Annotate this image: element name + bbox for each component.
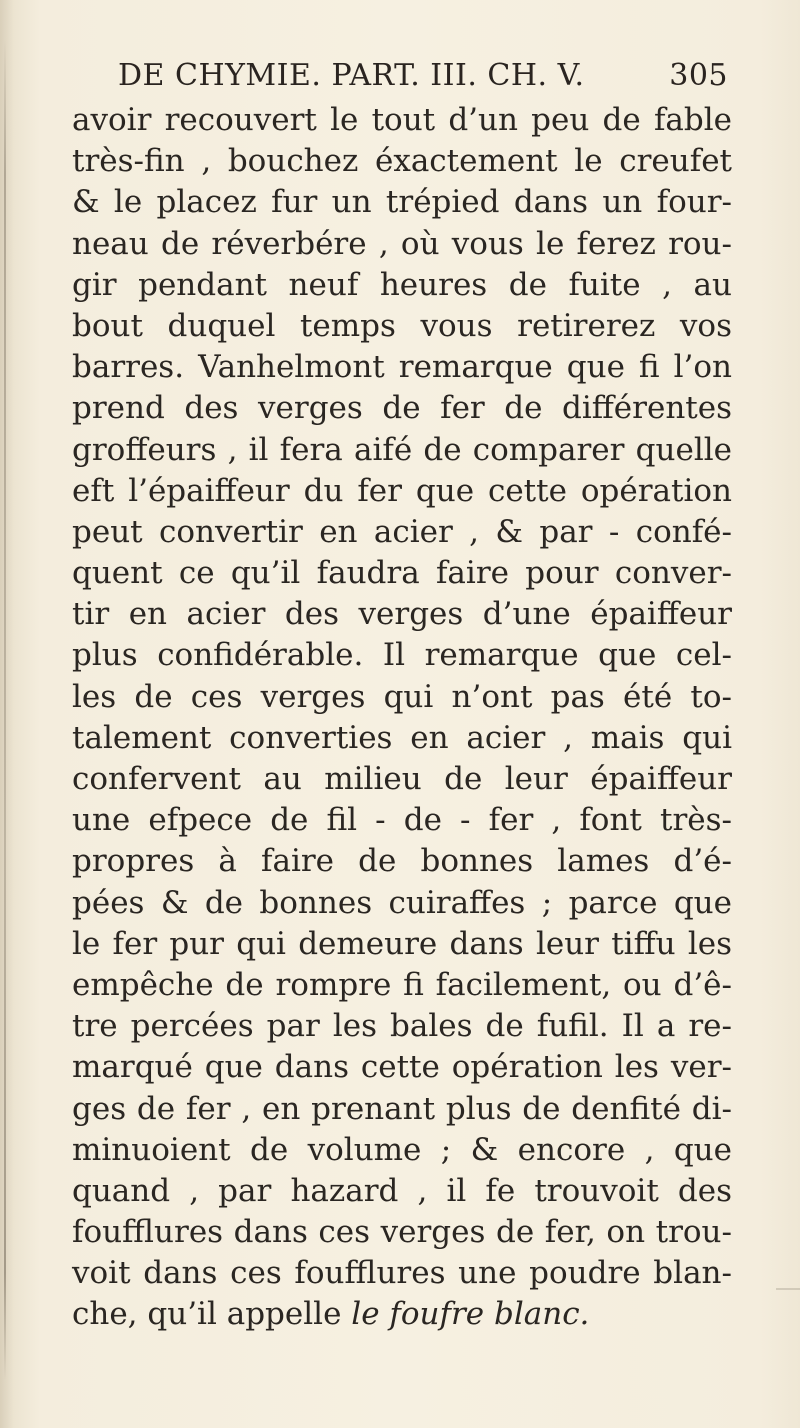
- text-line-last: [72, 1294, 732, 1335]
- text-line: eft l’épaiffeur du fer que cette opération: [72, 472, 732, 509]
- text-line: les de ces verges qui n’ont pas été to-: [72, 678, 732, 715]
- text-line: une efpece de fil - de - fer , font très-: [72, 802, 732, 839]
- text-line: groffeurs , il fera aifé de comparer quelle: [72, 431, 732, 468]
- text-line: foufflures dans ces verges de fer, on trou-: [72, 1214, 732, 1251]
- binding-gutter: [4, 40, 6, 1380]
- text-line: le fer pur qui demeure dans leur tiffu les: [72, 925, 732, 962]
- text-line: plus confidérable. Il remarque que cel-: [72, 637, 732, 674]
- text-line: peut convertir en acier , & par - confé-: [72, 513, 732, 550]
- text-line: avoir recouvert le tout d’un peu de fable: [72, 102, 732, 138]
- text-line: tir en acier des verges d’une épaiffeur: [72, 596, 732, 633]
- page-header: [118, 58, 728, 102]
- text-line: minuoient de volume ; & encore , que: [72, 1131, 732, 1168]
- body-text: [72, 100, 732, 1336]
- text-line: prend des verges de fer de différentes: [72, 390, 732, 427]
- text-line: très-fin , bouchez éxactement le creufet: [72, 143, 732, 180]
- page-number: 305: [669, 58, 728, 93]
- text-line: talement converties en acier , mais qui: [72, 719, 732, 756]
- text-line: confervent au milieu de leur épaiffeur: [72, 761, 732, 797]
- margin-mark: [776, 1288, 800, 1290]
- text-line: bout duquel temps vous retirerez vos: [72, 307, 732, 344]
- text-line: voit dans ces foufflures une poudre blan-: [72, 1255, 732, 1292]
- text-line: pées & de bonnes cuiraffes ; parce que: [72, 884, 732, 921]
- last-line-text: che, qu’il appelle: [72, 1296, 352, 1333]
- text-line: neau de réverbére , où vous le ferez rou-: [72, 225, 732, 262]
- text-line: gir pendant neuf heures de fuite , au: [72, 266, 732, 303]
- text-line: empêche de rompre fi facilement, ou d’ê-: [72, 966, 732, 1003]
- text-line: propres à faire de bonnes lames d’é-: [72, 843, 732, 880]
- text-line: & le placez fur un trépied dans un four-: [72, 184, 732, 221]
- text-line: quand , par hazard , il fe trouvoit des: [72, 1172, 732, 1209]
- running-title: DE CHYMIE. PART. III. CH. V.: [118, 58, 585, 93]
- text-line: barres. Vanhelmont remarque que fi l’on: [72, 349, 732, 386]
- text-line: ges de fer , en prenant plus de denfité di-: [72, 1090, 732, 1127]
- italic-phrase: le foufre blanc.: [351, 1296, 590, 1333]
- text-line: marqué que dans cette opération les ver-: [72, 1049, 732, 1086]
- text-line: tre percées par les bales de fufil. Il a re-: [72, 1008, 732, 1045]
- text-line: quent ce qu’il faudra faire pour conver-: [72, 555, 732, 592]
